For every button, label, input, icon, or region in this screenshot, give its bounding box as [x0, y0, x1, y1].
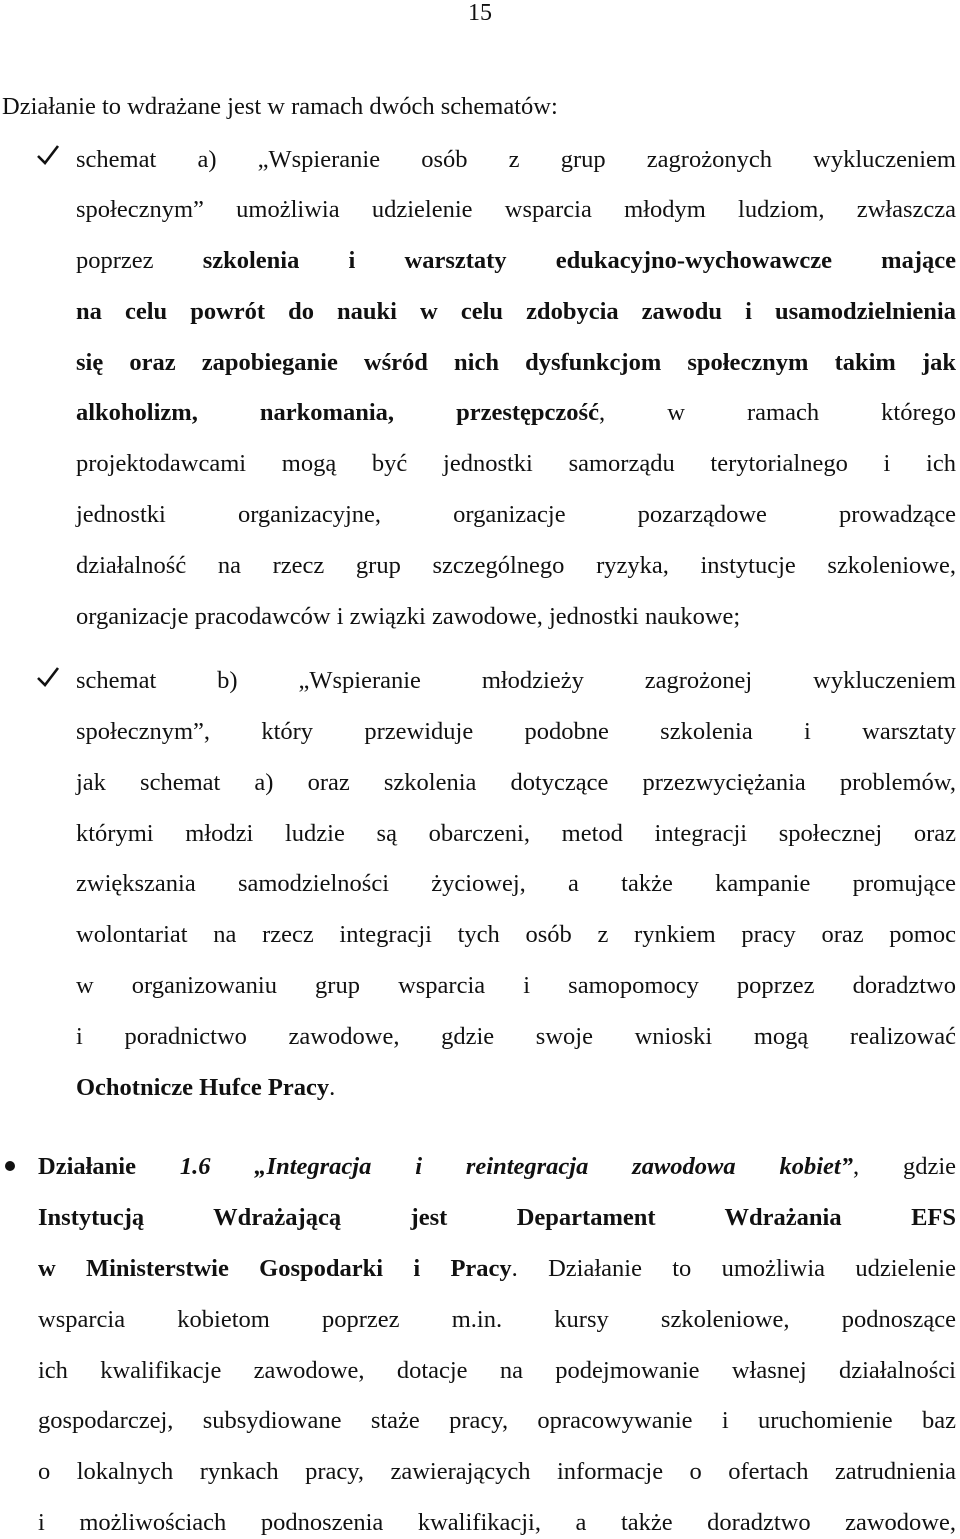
scheme-b-line: wolontariat na rzecz integracji tych osób z rynkiem pracy oraz pomoc [76, 921, 956, 948]
measure-line: wsparcia kobietom poprzez m.in. kursy szkoleniowe, podnoszące [38, 1306, 956, 1333]
scheme-a-line: na celu powrót do nauki w celu zdobycia zawodu i usamodzielnienia [76, 298, 956, 325]
bullet-icon [5, 1161, 15, 1171]
measure-line: i możliwościach podnoszenia kwalifikacji, a także doradztwo zawodowe, [38, 1509, 956, 1536]
scheme-a-bold-text: alkoholizm, narkomania, przestępczość [76, 399, 599, 426]
scheme-b-line [76, 1073, 335, 1103]
measure-line: Instytucją Wdrażającą jest Departament Wdrażania EFS [38, 1204, 956, 1231]
measure-line: gospodarczej, subsydiowane staże pracy, opracowywanie i uruchomienie baz [38, 1407, 956, 1434]
measure-label: Działanie [38, 1153, 136, 1180]
checkmark-icon [36, 143, 60, 167]
scheme-a-line: organizacje pracodawców i związki zawodowe, jednostki naukowe; [76, 603, 741, 630]
measure-text: . Działanie to umożliwia udzielenie [511, 1255, 956, 1282]
scheme-a-text: , w ramach którego [598, 399, 956, 426]
scheme-b-line: społecznym”, który przewiduje podobne szkolenia i warsztaty [76, 718, 956, 745]
scheme-a-line: projektodawcami mogą być jednostki samorządu terytorialnego i ich [76, 450, 956, 477]
measure-line: ich kwalifikacje zawodowe, dotacje na podejmowanie własnej działalności [38, 1357, 956, 1384]
scheme-a-bold-text: szkolenia i warsztaty edukacyjno-wychowawcze mające [202, 247, 956, 274]
scheme-a-line: działalność na rzecz grup szczególnego ryzyka, instytucje szkoleniowe, [76, 552, 956, 579]
scheme-a-line: się oraz zapobieganie wśród nich dysfunkcjom społecznym takim jak [76, 349, 956, 376]
scheme-a-line: społecznym” umożliwia udzielenie wsparcia młodym ludziom, zwłaszcza [76, 196, 956, 223]
scheme-a-text: poprzez [76, 247, 154, 274]
measure-line [38, 1254, 956, 1284]
scheme-b-line: i poradnictwo zawodowe, gdzie swoje wnioski mogą realizować [76, 1023, 956, 1050]
measure-text: , gdzie [852, 1153, 957, 1180]
scheme-a-line [76, 398, 956, 428]
measure-title: 1.6 „Integracja i reintegracja zawodowa kobiet” [179, 1153, 853, 1180]
scheme-b-line: schemat b) „Wspieranie młodzieży zagrożonej wykluczeniem [76, 667, 956, 694]
scheme-b-line: w organizowaniu grup wsparcia i samopomocy poprzez doradztwo [76, 972, 956, 999]
checkmark-icon [36, 665, 60, 689]
measure-line [38, 1152, 956, 1182]
ministry-name: w Ministerstwie Gospodarki i Pracy [38, 1255, 512, 1282]
scheme-b-line: zwiększania samodzielności życiowej, a także kampanie promujące [76, 870, 956, 897]
scheme-a-line: schemat a) „Wspieranie osób z grup zagrożonych wykluczeniem [76, 146, 956, 173]
scheme-b-text: . [329, 1074, 336, 1101]
page-number: 15 [468, 0, 492, 26]
scheme-b-line: jak schemat a) oraz szkolenia dotyczące przezwyciężania problemów, [76, 769, 956, 796]
scheme-a-line [76, 246, 956, 276]
scheme-b-line: którymi młodzi ludzie są obarczeni, metod integracji społecznej oraz [76, 820, 956, 847]
intro-text: Działanie to wdrażane jest w ramach dwóch schematów: [2, 93, 558, 120]
measure-line: o lokalnych rynkach pracy, zawierających informacje o ofertach zatrudnienia [38, 1458, 956, 1485]
scheme-a-line: jednostki organizacyjne, organizacje pozarządowe prowadzące [76, 501, 956, 528]
organization-name: Ochotnicze Hufce Pracy [76, 1074, 330, 1101]
